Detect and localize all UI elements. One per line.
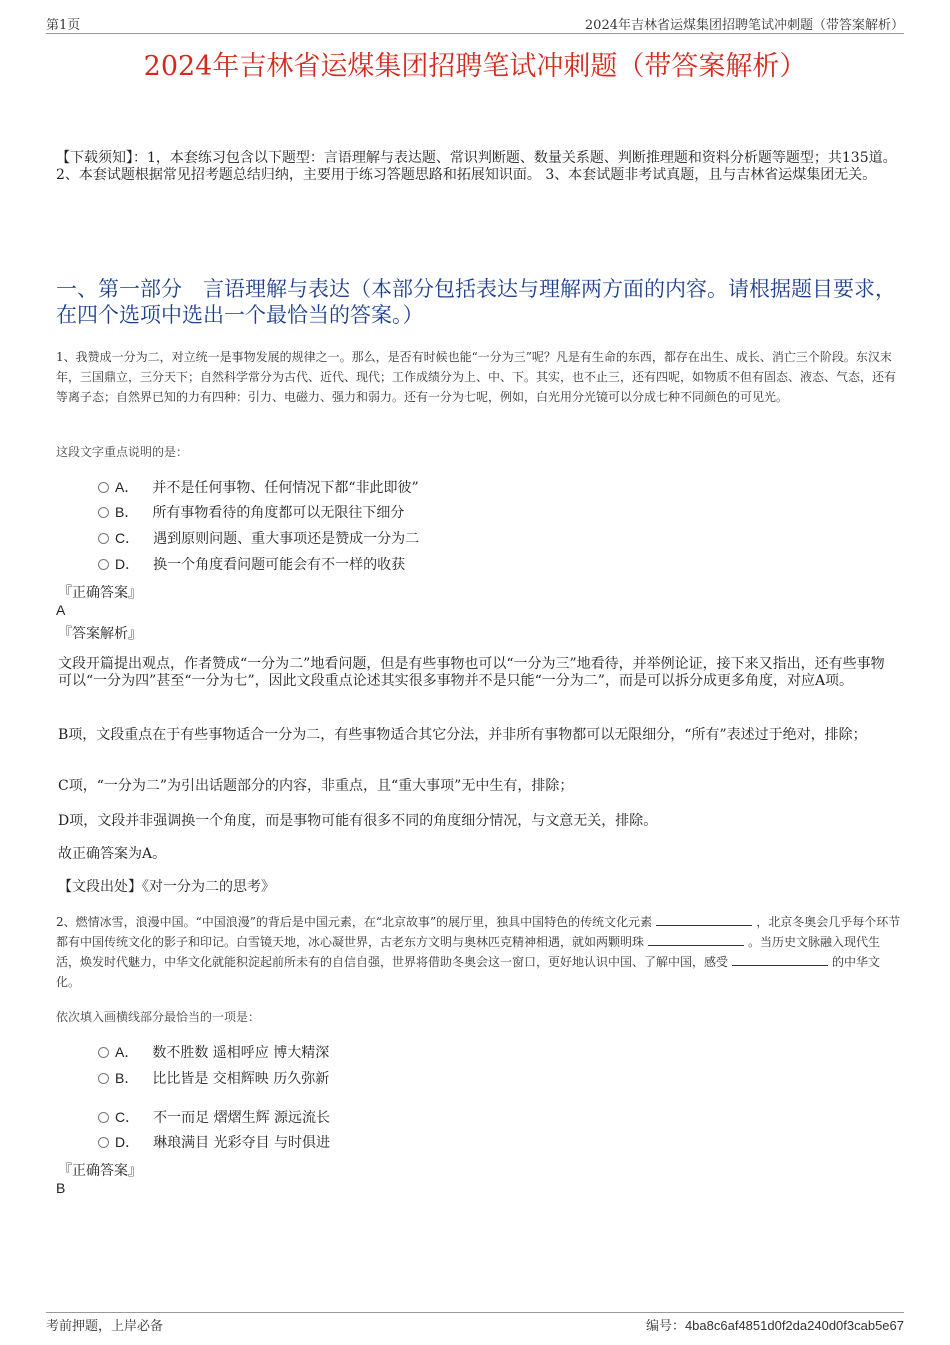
header-divider [46,33,904,34]
question-2-stem: 2、燃情冰雪，浪漫中国。“中国浪漫”的背后是中国元素，在“北京故事”的展厅里，独具中国特色的传统文化元素 ，北京冬奥会几乎每个环节都有中国传统文化的影子和印记。白雪镜天地，冰心凝世界，古老东方文明与奥林匹克精神相遇，就如两颗明珠 。当历史文脉融入现代生活，焕发时代魅力，中华文化就能积淀起前所未有的自信自强，世界将借助冬奥会这一窗口，更好地认识中国、了解中国，感受 的中华文化。 [56,915,901,989]
footer-divider [46,1312,904,1313]
radio-button-icon[interactable] [98,1112,109,1123]
q1-analysis-para: C项，“一分为二”为引出话题部分的内容，非重点，且“重大事项”无中生有，排除； [58,778,574,794]
question-1-prompt: 这段文字重点说明的是： [56,445,189,459]
q1-analysis-para: D项，文段并非强调换一个角度，而是事物可能有很多不同的角度细分情况，与文意无关，排除。 [58,813,658,829]
radio-button-icon[interactable] [98,1073,109,1084]
q1-analysis-label: 『答案解析』 [58,626,142,642]
q1-option-c[interactable]: C． 遇到原则问题、重大事项还是赞成一分为二 [98,528,419,548]
q1-analysis-para: B项，文段重点在于有些事物适合一分为二，有些事物适合其它分法，并非所有事物都可以无限细分，“所有”表述过于绝对，排除； [58,727,867,743]
q1-option-a[interactable]: A． 并不是任何事物、任何情况下都“非此即彼” [98,477,419,497]
question-2-prompt: 依次填入画横线部分最恰当的一项是： [56,1010,261,1024]
q1-source: 【文段出处】《对一分为二的思考》 [58,879,275,895]
radio-button-icon[interactable] [98,533,109,544]
radio-button-icon[interactable] [98,1137,109,1148]
q2-option-c[interactable]: C． 不一而足 熠熠生辉 源远流长 [98,1107,330,1127]
q2-option-d[interactable]: D． 琳琅满目 光彩夺目 与时俱进 [98,1132,330,1152]
question-1-stem: 1、我赞成一分为二，对立统一是事物发展的规律之一。那么，是否有时候也能“一分为三”呢？凡是有生命的东西，都存在出生、成长、消亡三个阶段。东汉末年，三国鼎立，三分天下；自然科学常分为古代、近代、现代；工作成绩分为上、中、下。其实，也不止三，还有四呢，如物质不但有固态、液态、气态，还有等离子态；自然界已知的力有四种：引力、电磁力、强力和弱力。还有一分为七呢，例如，白光用分光镜可以分成七种不同颜色的可见光。 [56,350,897,404]
radio-button-icon[interactable] [98,1047,109,1058]
radio-button-icon[interactable] [98,482,109,493]
q1-answer: A [56,602,66,618]
q1-conclusion: 故正确答案为A。 [58,846,167,862]
q2-option-b[interactable]: B． 比比皆是 交相辉映 历久弥新 [98,1068,329,1088]
radio-button-icon[interactable] [98,507,109,518]
q2-option-a[interactable]: A． 数不胜数 遥相呼应 博大精深 [98,1042,329,1062]
q2-answer-label: 『正确答案』 [58,1163,142,1179]
page-number: 第1页 [46,18,81,33]
section-heading: 一、第一部分 言语理解与表达（本部分包括表达与理解两方面的内容。请根据题目要求，在四个选项中选出一个最恰当的答案。） [56,277,896,327]
download-notice: 【下载须知】：1，本套练习包含以下题型：言语理解与表达题、常识判断题、数量关系题、判断推理题和资料分析题等题型；共135道。 2、本套试题根据常见招考题总结归纳，主要用于练习答题思路和拓展知识面。 3、本套试题非考试真题，且与吉林省运煤集团无关。 [56,150,897,183]
footer-code: 编号：4ba8c6af4851d0f2da240d0f3cab5e67 [645,1318,904,1334]
footer-slogan: 考前押题，上岸必备 [46,1319,164,1334]
fill-blank [656,913,752,926]
fill-blank [732,953,828,966]
q1-analysis-para: 文段开篇提出观点，作者赞成“一分为二”地看问题，但是有些事物也可以“一分为三”地看待，并举例论证，接下来又指出，还有些事物可以“一分为四”甚至“一分为七”，因此文段重点论述其实很多事物并不是只能“一分为二”，而是可以拆分成更多角度，对应A项。 [58,656,885,689]
fill-blank [648,933,744,946]
q1-option-d[interactable]: D． 换一个角度看问题可能会有不一样的收获 [98,554,405,574]
header-doc-title: 2024年吉林省运煤集团招聘笔试冲刺题（带答案解析） [584,18,904,33]
q1-answer-label: 『正确答案』 [58,585,142,601]
q2-answer: B [56,1180,66,1196]
radio-button-icon[interactable] [98,559,109,570]
document-title: 2024年吉林省运煤集团招聘笔试冲刺题（带答案解析） [143,51,807,82]
q1-option-b[interactable]: B． 所有事物看待的角度都可以无限往下细分 [98,502,404,522]
